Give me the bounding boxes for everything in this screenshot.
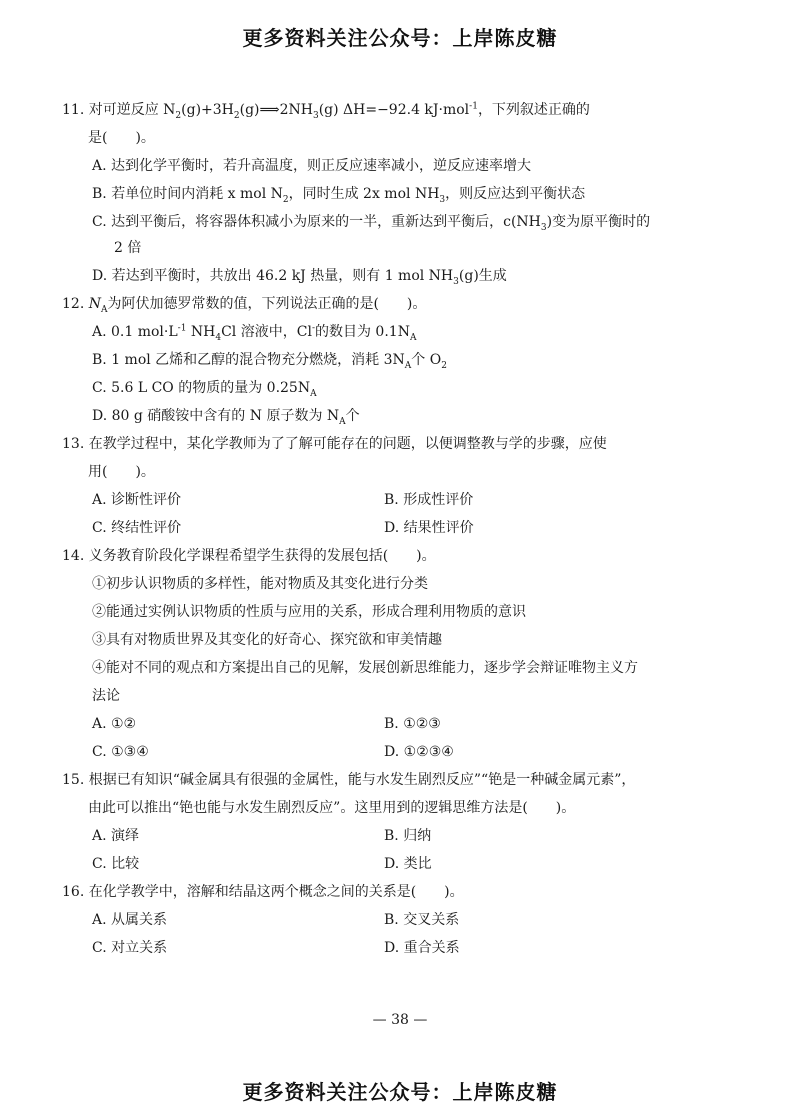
q14-item-4: ④能对不同的观点和方案提出自己的见解，发展创新思维能力，逐步学会辩证唯物主义方 [92,660,638,676]
q14-stem: 14. 义务教育阶段化学课程希望学生获得的发展包括( )。 [62,548,436,564]
q14-item-1: ①初步认识物质的多样性，能对物质及其变化进行分类 [92,576,428,592]
q13-option-a: A. 诊断性评价 [92,492,182,508]
q11-stem-line2: 是( )。 [88,130,155,146]
q14-option-c: C. ①③④ [92,744,149,760]
page-number: — 38 — [372,1012,428,1028]
q16-option-a: A. 从属关系 [92,912,168,928]
q16-option-d: D. 重合关系 [384,940,460,956]
q11-option-b: B. 若单位时间内消耗 x mol $N_2$，同时生成 2x mol $NH_3$，则反应达到平衡状态 [92,186,586,205]
q11-stem: 11. 对可逆反应 $N_2(g)+3H_2(g)⟹2NH_3(g)$ ΔH=−92.4 kJ·mol$^{-1}$，下列叙述正确的 [62,101,590,121]
q13-option-b: B. 形成性评价 [384,492,474,508]
q13-option-c: C. 终结性评价 [92,520,182,536]
q15-option-c: C. 比较 [92,856,140,872]
q11-number: 11. [62,102,85,118]
q12-stem: 12. $N_A$为阿伏加德罗常数的值，下列说法正确的是( )。 [62,296,427,315]
q14-option-a: A. ①② [92,716,137,732]
q15-number: 15. [62,772,85,788]
q16-number: 16. [62,884,85,900]
q16-option-c: C. 对立关系 [92,940,168,956]
q16-option-b: B. 交叉关系 [384,912,460,928]
footer-banner: 更多资料关注公众号：上岸陈皮糖 [242,1080,558,1104]
q13-number: 13. [62,436,85,452]
q12-option-b: B. 1 mol 乙烯和乙醇的混合物充分燃烧，消耗 $3N_A$个 $O_2$ [92,352,447,371]
q14-number: 14. [62,548,85,564]
q15-option-b: B. 归纳 [384,828,432,844]
q16-stem: 16. 在化学教学中，溶解和结晶这两个概念之间的关系是( )。 [62,884,464,900]
q13-stem: 13. 在教学过程中，某化学教师为了了解可能存在的问题，以便调整教与学的步骤，应使 [62,436,607,452]
q13-stem-line2: 用( )。 [88,464,155,480]
q11-option-d: D. 若达到平衡时，共放出 46.2 kJ 热量，则有 1 mol $NH_3(g)$生成 [92,268,507,287]
q14-item-2: ②能通过实例认识物质的性质与应用的关系，形成合理利用物质的意识 [92,604,526,620]
q15-stem-line2: 由此可以推出“铯也能与水发生剧烈反应”。这里用到的逻辑思维方法是( )。 [88,800,576,816]
q11-option-c: C. 达到平衡后，将容器体积减小为原来的一半，重新达到平衡后，$c(NH_3)$变为原平衡时的 [92,214,651,233]
header-banner: 更多资料关注公众号：上岸陈皮糖 [242,26,558,50]
q12-option-a: A. 0.1 $mol\cdot L^{-1}$ $NH_4Cl$ 溶液中，Cl-的数目为 $0.1N_A$ [92,323,417,343]
q14-item-3: ③具有对物质世界及其变化的好奇心、探究欲和审美情趣 [92,632,442,648]
q11-option-a: A. 达到化学平衡时，若升高温度，则正反应速率减小，逆反应速率增大 [92,158,532,174]
q12-option-d: D. 80 g 硝酸铵中含有的 N 原子数为 $N_A$个 [92,408,360,427]
q13-option-d: D. 结果性评价 [384,520,474,536]
q11-option-c-line2: 2 倍 [114,240,142,256]
q15-stem: 15. 根据已有知识“碱金属具有很强的金属性，能与水发生剧烈反应”“铯是一种碱金属元素”， [62,772,636,788]
q12-option-c: C. 5.6 L CO 的物质的量为 $0.25N_A$ [92,380,317,399]
q14-item-4-line2: 法论 [92,688,120,704]
q14-option-d: D. ①②③④ [384,744,454,760]
q14-option-b: B. ①②③ [384,716,441,732]
q12-number: 12. [62,296,85,312]
q15-option-a: A. 演绎 [92,828,140,844]
q15-option-d: D. 类比 [384,856,432,872]
